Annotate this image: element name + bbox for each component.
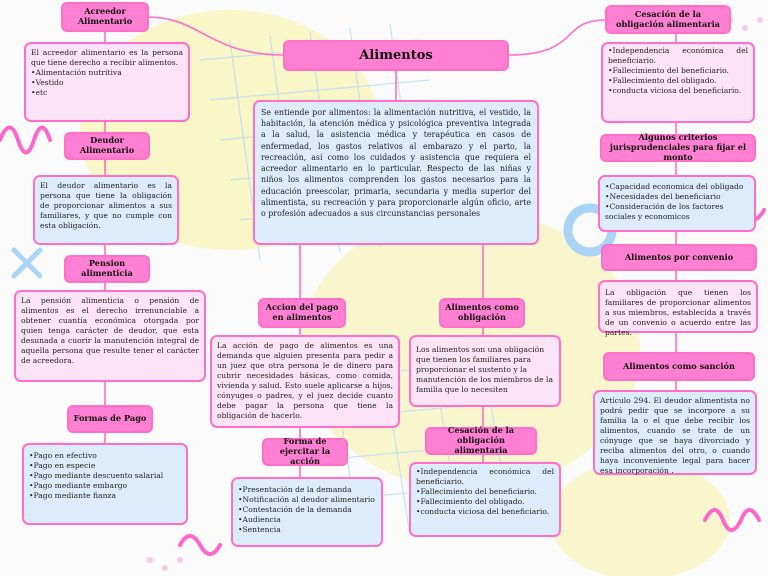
- cesacion-bottom-list: [416, 467, 554, 517]
- list-item: • Contestación de la demanda: [238, 505, 376, 515]
- list-item: • Necesidades del beneficiario: [605, 192, 749, 202]
- acreedor-intro: El acreedor alimentario es la persona que tiene derecho a recibir alimentos.: [31, 48, 183, 68]
- criterios-heading: Algunos criterios jurisprudenciales para fijar el monto: [600, 134, 756, 162]
- main-title: Alimentos: [283, 40, 509, 71]
- deudor-box: [33, 175, 179, 245]
- obligacion-box: [409, 335, 561, 407]
- cesacion-top-box: [601, 42, 755, 123]
- acreedor-box: [24, 42, 190, 122]
- sancion-heading: Alimentos como sanción: [603, 352, 755, 381]
- pension-text: La pensión alimenticia o pensión de alimentos es el derecho irrenunciable a obtener cuantía económica otorgada por quien tenga carácter de deudor, que esta desunada a cuorir la manutención integral de aquella persona que resulte tener el carácter de acreedora.: [21, 296, 199, 366]
- central-definition-text: Se entiende por alimentos: la alimentación nutritiva, el vestido, la habitación, la atención médica y psicológica preventiva integrada a la salud, la asistencia médica y terapéutica en casos de enfermedad, los gastos relativos al embarazo y el parto, la recreación, así como los cuidados y asistencia que requiera el acreedor alimentario en lo particular. Respecto de las niñas y niños los alimentos comprenden los gastos necesarios para la educación preescolar, primaria, secundaria y media superior del alimentista, su recreación y para proporcionarle algún oficio, arte o profesión adecuados a sus circunstancias personales: [261, 108, 531, 218]
- list-item: • Pago en especie: [29, 461, 181, 471]
- sancion-text: Artículo 294. El deudor alimentista no podrá pedir que se incorpore a su familia la o el que debe recibir los alimentos, cuando se trate de un cónyuge que se haya divorciado y reciba alimentos del otro, o cuando haya inconveniente legal para hacer esa incorporación .: [600, 396, 750, 476]
- acreedor-heading: Acreedor Alimentario: [61, 2, 149, 32]
- criterios-list: [605, 182, 749, 222]
- forma-ejercitar-list: [238, 485, 376, 535]
- deudor-text: El deudor alimentario es la persona que tiene la obligación de proporcionar alimentos a sus familiares, y que no cumple con esta obligación.: [40, 181, 172, 231]
- convenio-heading: Alimentos por convenio: [601, 244, 757, 271]
- formas-pago-list: [29, 451, 181, 501]
- acreedor-list: [31, 68, 183, 98]
- accion-pago-text: La acción de pago de alimentos es una demanda que alguien presenta para pedir a un juez que otra persona le de dinero para cubrir necesidades básicas, como comida, vivienda y salud. Esto suele aplicarse a hijos, cónyuges o padres, y el juez decide cuanto debe pagar la persona que tiene la obligación de hacerlo.: [217, 341, 393, 421]
- convenio-box: [598, 280, 758, 338]
- list-item: • etc: [31, 88, 183, 98]
- pension-heading: Pension alimenticia: [64, 255, 150, 283]
- accion-pago-heading: Accion del pago en alimentos: [258, 298, 346, 328]
- list-item: • Alimentación nutritiva: [31, 68, 183, 78]
- list-item: • Fallecimiento del obligado.: [608, 76, 748, 86]
- list-item: • Fallecimiento del beneficiario.: [608, 66, 748, 76]
- list-item: • conducta viciosa del beneficiario.: [416, 507, 554, 517]
- list-item: • Independencia económica del beneficiario.: [608, 46, 748, 66]
- list-item: • Vestido: [31, 78, 183, 88]
- obligacion-heading: Alimentos como obligación: [439, 298, 525, 328]
- list-item: • Presentación de la demanda: [238, 485, 376, 495]
- formas-pago-heading: Formas de Pago: [67, 405, 153, 433]
- cesacion-bottom-box: [409, 462, 561, 537]
- sancion-box: [593, 390, 757, 475]
- list-item: • Pago en efectivo: [29, 451, 181, 461]
- cesacion-top-heading: Cesación de la obligación alimentaria: [605, 5, 731, 34]
- forma-ejercitar-box: [231, 477, 383, 547]
- forma-ejercitar-heading: Forma de ejercitar la acción: [262, 438, 348, 466]
- list-item: • Sentencia: [238, 525, 376, 535]
- list-item: • Consideración de los factores sociales y economicos: [605, 202, 749, 222]
- cesacion-bottom-heading: Cesación de la obligación alimentaria: [425, 427, 537, 455]
- list-item: • Pago mediante embargo: [29, 481, 181, 491]
- list-item: • Capacidad economica del obligado: [605, 182, 749, 192]
- cesacion-top-list: [608, 46, 748, 96]
- list-item: • Audiencia: [238, 515, 376, 525]
- formas-pago-box: [22, 443, 188, 525]
- obligacion-text: Los alimentos son una obligación que tienen los familiares para proporcionar el sustento y la manutención de los miembros de la familia que lo necesiten: [416, 345, 554, 395]
- deudor-heading: Deudor Alimentario: [64, 132, 150, 160]
- list-item: • Pago mediante descuento salarial: [29, 471, 181, 481]
- list-item: • Fallecimiento del beneficiario.: [416, 487, 554, 497]
- pension-box: [14, 290, 206, 382]
- central-definition-box: [253, 100, 539, 245]
- convenio-text: La obligación que tienen los familiares de proporcionar alimentos a sus miembros, establecida a través de un convenio o acuerdo entre las partes.: [605, 288, 751, 338]
- criterios-box: [598, 175, 756, 232]
- list-item: • Independencia económica del beneficiario.: [416, 467, 554, 487]
- list-item: • Notificación al deudor alimentario: [238, 495, 376, 505]
- list-item: • conducta viciosa del beneficiario.: [608, 86, 748, 96]
- list-item: • Pago mediante fianza: [29, 491, 181, 501]
- accion-pago-box: [210, 335, 400, 428]
- list-item: • Fallecimiento del obligado.: [416, 497, 554, 507]
